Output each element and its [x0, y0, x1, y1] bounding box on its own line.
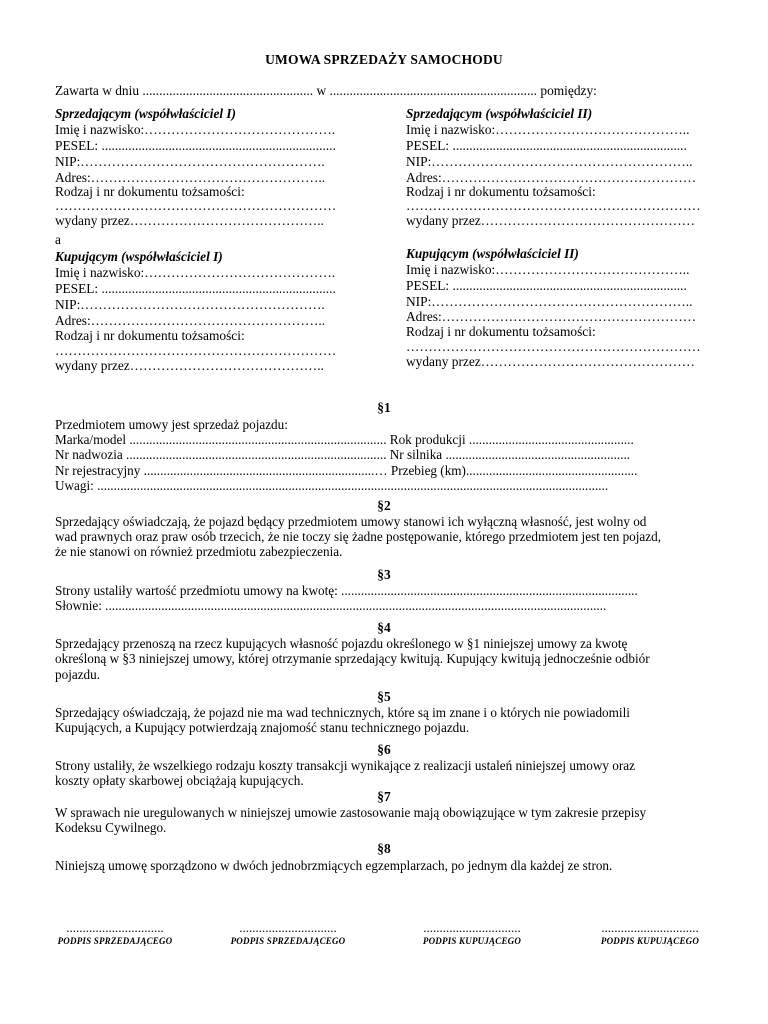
section-4-line: określoną w §3 niniejszej umowy, której otrzymanie sprzedający kwitują. Kupujący kwitują jednocześnie odbiór — [55, 651, 650, 666]
section-6-heading: §6 — [377, 742, 391, 757]
section-2-line: Sprzedający oświadczają, że pojazd będący przedmiotem umowy stanowi ich wyłączną własność, jest wolny od — [55, 514, 647, 529]
buyer-1-id-doc-label: Rodzaj i nr dokumentu tożsamości: — [55, 328, 245, 343]
buyer-1-pesel-field: PESEL: ...................................................................... — [55, 281, 336, 296]
seller-1-issued-by-field: wydany przez…………………………………….. — [55, 213, 324, 228]
body-engine-number-field: Nr nadwozia ............................................................................... Nr silnika ........................................................ — [55, 447, 631, 462]
section-7-heading: §7 — [377, 789, 391, 804]
make-model-production-year-field: Marka/model .............................................................................. Rok produkcji .................................................. — [55, 432, 634, 447]
section-2-line: wad prawnych oraz praw osób trzecich, że nie toczy się żadne postępowanie, którego przedmiotem jest ten pojazd, — [55, 529, 662, 544]
registration-mileage-field: Nr rejestracyjny ......................................................................… Przebieg (km).................................................... — [55, 463, 638, 478]
seller-1-id-doc-field: ……………………………………………………… — [55, 198, 337, 213]
section-5-heading: §5 — [377, 689, 391, 704]
seller-1-id-doc-label: Rodzaj i nr dokumentu tożsamości: — [55, 184, 245, 199]
signature-line: .............................. — [239, 920, 337, 935]
buyer-2-name-field: Imię i nazwisko:…………………………………….. — [406, 262, 690, 277]
seller-2-name-field: Imię i nazwisko:…………………………………….. — [406, 122, 690, 137]
seller-2-address-field: Adres:………………………………………………… — [406, 170, 697, 185]
price-in-words-field: Słownie: ........................................................................................................................................................ — [55, 598, 607, 613]
section-4-line: Sprzedający przenoszą na rzecz kupujących własność pojazdu określonego w §1 niniejszej umowy za kwotę — [55, 636, 628, 651]
buyer-1-header: Kupującym (współwłaściciel I) — [55, 249, 223, 264]
buyer-1-id-doc-field: ……………………………………………………… — [55, 343, 337, 358]
section-1-line: Przedmiotem umowy jest sprzedaż pojazdu: — [55, 417, 288, 432]
section-4-line: pojazdu. — [55, 667, 101, 682]
seller-2-nip-field: NIP:………………………………………………….. — [406, 154, 693, 169]
seller-2-pesel-field: PESEL: ...................................................................... — [406, 138, 687, 153]
buyer-2-issued-by-field: wydany przez………………………………………… — [406, 354, 695, 369]
section-2-line: że nie stanowi on również przedmiotu zabezpieczenia. — [55, 544, 343, 559]
notes-field: Uwagi: ........................................................................................................................................................... — [55, 478, 609, 493]
signature-line: .............................. — [423, 920, 521, 935]
conjunction: a — [55, 232, 61, 247]
buyer-2-pesel-field: PESEL: ...................................................................... — [406, 278, 687, 293]
section-5-line: Sprzedający oświadczają, że pojazd nie ma wad technicznych, które są im znane i o których nie powiadomili — [55, 705, 630, 720]
section-1-heading: §1 — [377, 400, 391, 415]
buyer-1-nip-field: NIP:………………………………………………. — [55, 297, 325, 312]
buyer-1-address-field: Adres:…………………………………………….. — [55, 313, 326, 328]
intro-line: Zawarta w dniu ................................................... w .............................................................. pomiędzy: — [55, 83, 597, 98]
section-5-line: Kupujących, a Kupujący potwierdzają znajomość stanu technicznego pojazdu. — [55, 720, 470, 735]
signature-buyer-1 — [397, 921, 547, 947]
section-7-line: Kodeksu Cywilnego. — [55, 820, 167, 835]
section-8-heading: §8 — [377, 841, 391, 856]
seller-2-issued-by-field: wydany przez………………………………………… — [406, 213, 695, 228]
buyer-2-id-doc-label: Rodzaj i nr dokumentu tożsamości: — [406, 324, 596, 339]
document-title: UMOWA SPRZEDAŻY SAMOCHODU — [265, 52, 503, 67]
signature-label: PODPIS SPRZEDAJĄCEGO — [57, 936, 173, 946]
buyer-1-issued-by-field: wydany przez…………………………………….. — [55, 358, 324, 373]
section-6-line: Strony ustaliły, że wszelkiego rodzaju koszty transakcji wynikające z realizacji ustaleń niniejszej umowy oraz — [55, 758, 635, 773]
signature-line: .............................. — [66, 920, 164, 935]
signature-label: PODPIS SPRZEDAJĄCEGO — [230, 936, 346, 946]
buyer-2-address-field: Adres:………………………………………………… — [406, 309, 697, 324]
section-7-line: W sprawach nie uregulowanych w niniejszej umowie zastosowanie mają obowiązujące w tym zakresie przepisy — [55, 805, 647, 820]
signature-label: PODPIS KUPUJĄCEGO — [422, 936, 522, 946]
section-8-line: Niniejszą umowę sporządzono w dwóch jednobrzmiących egzemplarzach, po jednym dla każdej ze stron. — [55, 858, 613, 873]
seller-2-id-doc-field: ………………………………………………………… — [406, 198, 701, 213]
signature-buyer-2 — [575, 921, 725, 947]
seller-1-nip-field: NIP:………………………………………………. — [55, 154, 325, 169]
signature-label: PODPIS KUPUJĄCEGO — [600, 936, 700, 946]
seller-2-id-doc-label: Rodzaj i nr dokumentu tożsamości: — [406, 184, 596, 199]
signature-line: .............................. — [601, 920, 699, 935]
seller-1-address-field: Adres:…………………………………………….. — [55, 170, 326, 185]
signature-seller-2 — [213, 921, 363, 947]
seller-1-header: Sprzedającym (współwłaściciel I) — [55, 106, 236, 121]
buyer-2-id-doc-field: ………………………………………………………… — [406, 339, 701, 354]
section-4-heading: §4 — [377, 620, 391, 635]
section-2-heading: §2 — [377, 498, 391, 513]
buyer-1-name-field: Imię i nazwisko:……………………………………. — [55, 265, 336, 280]
price-amount-field: Strony ustaliły wartość przedmiotu umowy na kwotę: .......................................................................................... — [55, 583, 638, 598]
section-6-line: koszty opłaty skarbowej obciążają kupujących. — [55, 773, 304, 788]
seller-2-header: Sprzedającym (współwłaściciel II) — [406, 106, 593, 121]
seller-1-name-field: Imię i nazwisko:……………………………………. — [55, 122, 336, 137]
buyer-2-nip-field: NIP:………………………………………………….. — [406, 294, 693, 309]
section-3-heading: §3 — [377, 567, 391, 582]
seller-1-pesel-field: PESEL: ...................................................................... — [55, 138, 336, 153]
signature-seller-1 — [40, 921, 190, 947]
buyer-2-header: Kupującym (współwłaściciel II) — [406, 246, 579, 261]
